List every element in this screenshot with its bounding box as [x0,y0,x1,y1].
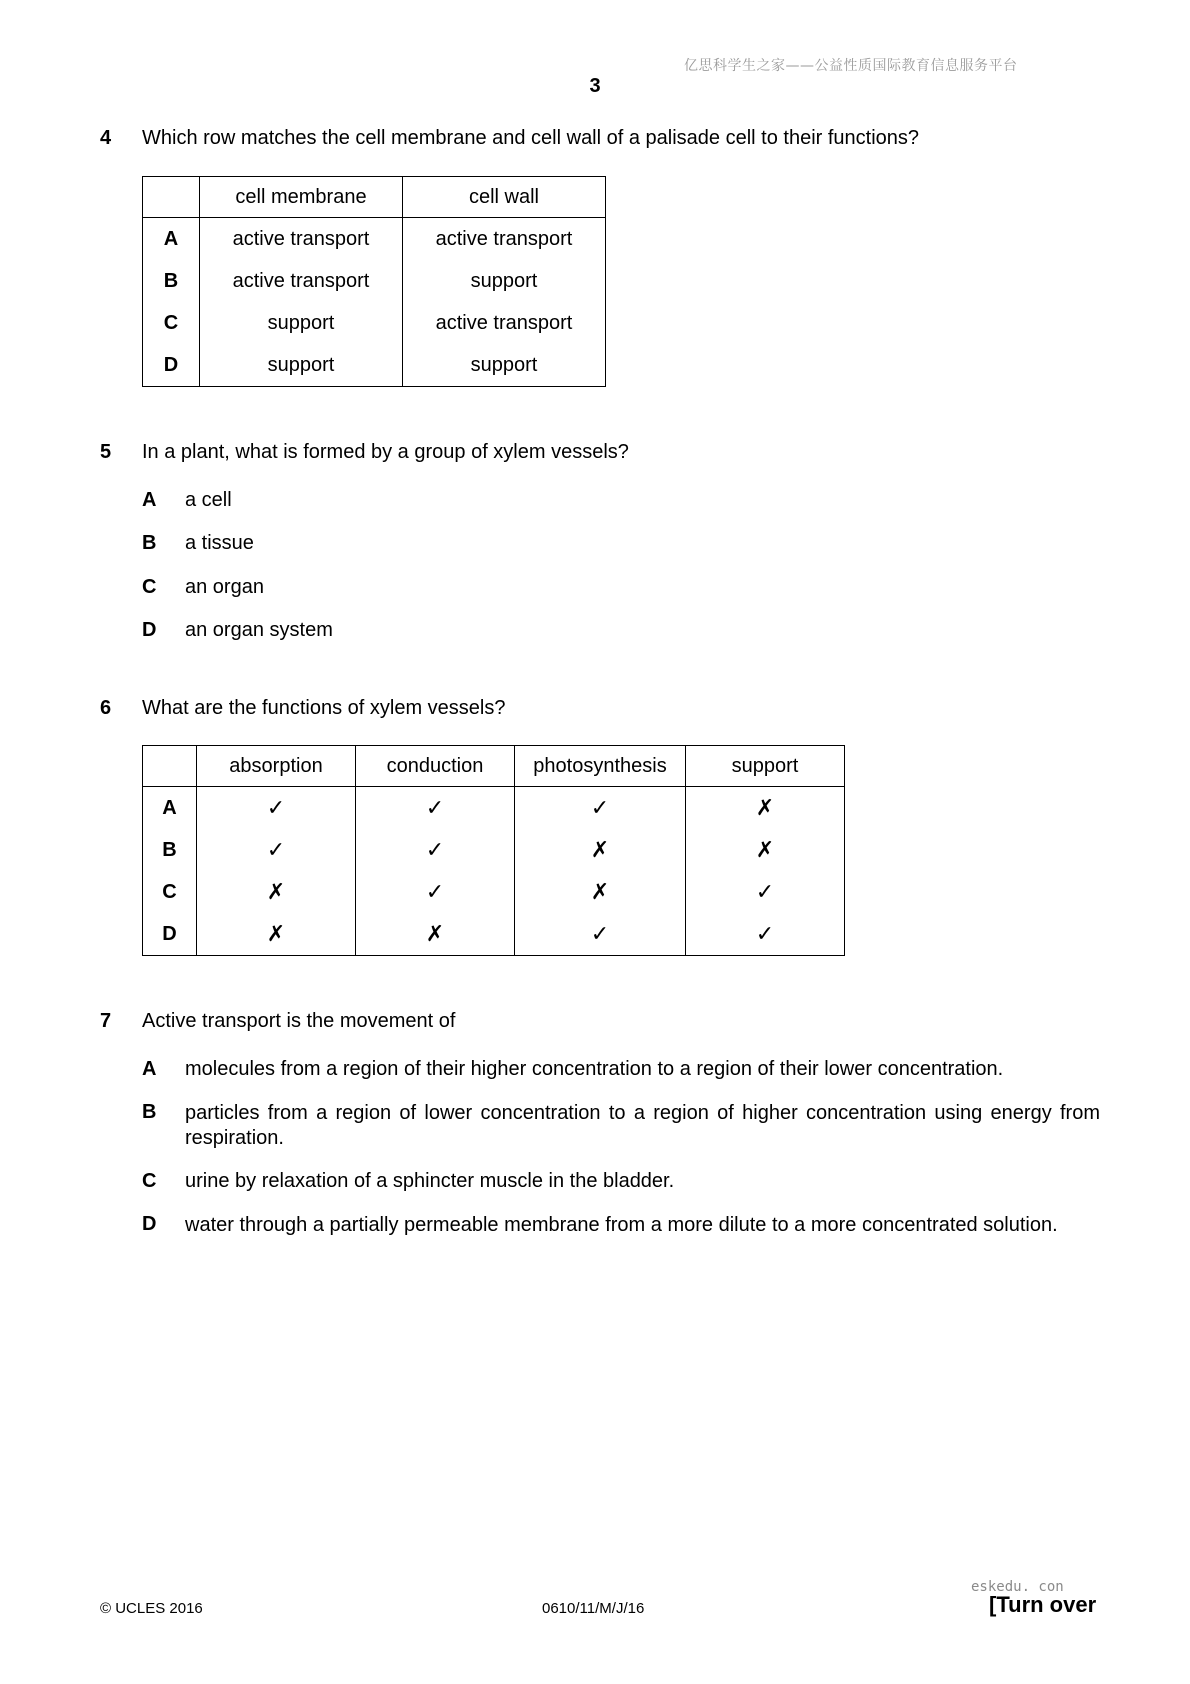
cross-icon: ✗ [515,829,686,871]
table-row [143,260,606,302]
option-text: water through a partially permeable membrane from a more dilute to a more concentrated solution. [185,1214,1058,1236]
table-row [143,218,606,261]
page-number: 3 [589,75,601,97]
question-number: 4 [100,127,112,149]
question-text: Active transport is the movement of [142,1010,456,1032]
question-number: 5 [100,441,112,463]
option-letter: B [142,532,157,554]
table-row [143,302,606,344]
cross-icon: ✗ [686,787,845,830]
tick-icon: ✓ [356,829,515,871]
tick-icon: ✓ [356,787,515,830]
table-header-cell: cell wall [403,177,606,218]
footer-paper-code: 0610/11/M/J/16 [542,1600,645,1617]
option-letter: C [142,1170,157,1192]
cross-icon: ✗ [686,829,845,871]
cross-icon: ✗ [197,871,356,913]
option-text: particles from a region of lower concentration to a region of higher concentration using energy from respiration. [185,1102,1100,1149]
table-header-row [143,746,845,787]
table-header-cell: photosynthesis [515,746,686,787]
option-letter: C [142,576,157,598]
option-letter: D [142,619,157,641]
table-cell: active transport [200,218,403,261]
question-number: 7 [100,1010,112,1032]
option-text: molecules from a region of their higher concentration to a region of their lower concentration. [185,1058,1004,1080]
option-text: urine by relaxation of a sphincter muscle in the bladder. [185,1170,675,1192]
cross-icon: ✗ [515,871,686,913]
option-letter: A [142,489,157,511]
turn-over-label: [Turn over [989,1592,1097,1617]
row-label: A [143,787,197,830]
option-text: a cell [185,489,232,511]
table-row [143,871,845,913]
table-row [143,829,845,871]
cross-icon: ✗ [356,913,515,956]
table-header-corner [143,746,197,787]
option-letter: B [142,1101,157,1123]
row-label: C [143,302,200,344]
q6-table [142,745,845,956]
option-letter: D [142,1213,157,1235]
q4-table [142,176,606,387]
tick-icon: ✓ [515,787,686,830]
tick-icon: ✓ [515,913,686,956]
table-header-corner [143,177,200,218]
question-text: In a plant, what is formed by a group of xylem vessels? [142,441,629,463]
watermark-bottom: eskedu. con [971,1579,1064,1595]
tick-icon: ✓ [197,787,356,830]
question-text: What are the functions of xylem vessels? [142,697,506,719]
tick-icon: ✓ [356,871,515,913]
table-header-cell: support [686,746,845,787]
table-cell: active transport [403,218,606,261]
table-row [143,913,845,956]
table-header-cell: absorption [197,746,356,787]
option-letter: A [142,1058,157,1080]
tick-icon: ✓ [686,871,845,913]
table-cell: active transport [200,260,403,302]
table-cell: support [200,344,403,387]
question-text: Which row matches the cell membrane and cell wall of a palisade cell to their functions? [142,127,920,149]
table-header-cell: cell membrane [200,177,403,218]
table-row [143,787,845,830]
option-text: a tissue [185,532,254,554]
row-label: B [143,260,200,302]
table-cell: support [403,344,606,387]
row-label: C [143,871,197,913]
table-header-row [143,177,606,218]
row-label: D [143,344,200,387]
option-text: an organ [185,576,264,598]
table-cell: active transport [403,302,606,344]
watermark-top: 亿思科学生之家——公益性质国际教育信息服务平台 [684,58,1018,74]
table-cell: support [200,302,403,344]
table-cell: support [403,260,606,302]
table-row [143,344,606,387]
option-text: an organ system [185,619,333,641]
table-header-cell: conduction [356,746,515,787]
row-label: A [143,218,200,261]
question-number: 6 [100,697,112,719]
row-label: D [143,913,197,956]
tick-icon: ✓ [197,829,356,871]
cross-icon: ✗ [197,913,356,956]
footer-copyright: © UCLES 2016 [100,1600,203,1617]
tick-icon: ✓ [686,913,845,956]
row-label: B [143,829,197,871]
